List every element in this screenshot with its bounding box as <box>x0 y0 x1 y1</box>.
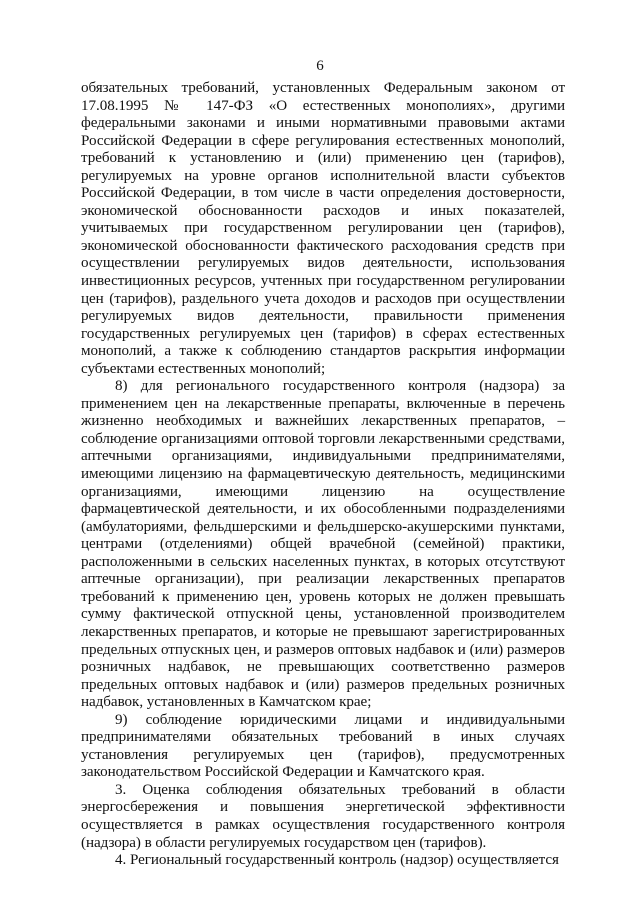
paragraph-section-3: 3. Оценка соблюдения обязательных требований в области энергосбережения и повышения энергетической эффективности осуществляется в рамках осуществления государственного контроля (надзора) в области регулируемых государством цен (тарифов). <box>81 781 565 851</box>
paragraph-item-8: 8) для регионального государственного контроля (надзора) за применением цен на лекарственные препараты, включенные в перечень жизненно необходимых и важнейших лекарственных препаратов, – соблюдение организациями оптовой торговли лекарственными средствами, аптечными организациями, индивидуальными предпринимателями, имеющими лицензию на фармацевтическую деятельность, медицинскими организациями, имеющими лицензию на осуществление фармацевтической деятельности, и их обособленными подразделениями (амбулаториями, фельдшерскими и фельдшерско-акушерскими пунктами, центрами (отделениями) общей врачебной (семейной) практики, расположенными в сельских населенных пунктах, в которых отсутствуют аптечные организации), при реализации лекарственных препаратов требований к применению цен, уровень которых не должен превышать сумму фактической отпускной цены, установленной производителем лекарственных препаратов, и которые не превышают зарегистрированных предельных отпускных цен, и размеров оптовых надбавок и (или) размеров розничных надбавок, не превышающих соответственно размеров предельных оптовых надбавок и (или) размеров предельных розничных надбавок, установленных в Камчатском крае; <box>81 378 565 711</box>
paragraph-item-9: 9) соблюдение юридическими лицами и индивидуальными предпринимателями обязательных требований в иных случаях установления регулируемых цен (тарифов), предусмотренных законодательством Российской Федерации и Камчатского края. <box>81 711 565 781</box>
paragraph-continuation: обязательных требований, установленных Федеральным законом от 17.08.1995 № 147-ФЗ «О естественных монополиях», другими федеральными законами и иными нормативными правовыми актами Российской Федерации в сфере регулирования естественных монополий, требований к установлению и (или) применению цен (тарифов), регулируемых на уровне органов исполнительной власти субъектов Российской Федерации, в том числе в части определения достоверности, экономической обоснованности расходов и иных показателей, учитываемых при государственном регулировании цен (тарифов), экономической обоснованности фактического расходования средств при осуществлении регулируемых видов деятельности, использования инвестиционных ресурсов, учтенных при государственном регулировании цен (тарифов), раздельного учета доходов и расходов при осуществлении регулируемых видов деятельности, правильности применения государственных регулируемых цен (тарифов) в сферах естественных монополий, а также к соблюдению стандартов раскрытия информации субъектами естественных монополий; <box>81 80 565 377</box>
paragraph-section-4: 4. Региональный государственный контроль (надзор) осуществляется <box>115 852 559 869</box>
page-number: 6 <box>316 58 324 74</box>
document-body <box>81 80 565 870</box>
